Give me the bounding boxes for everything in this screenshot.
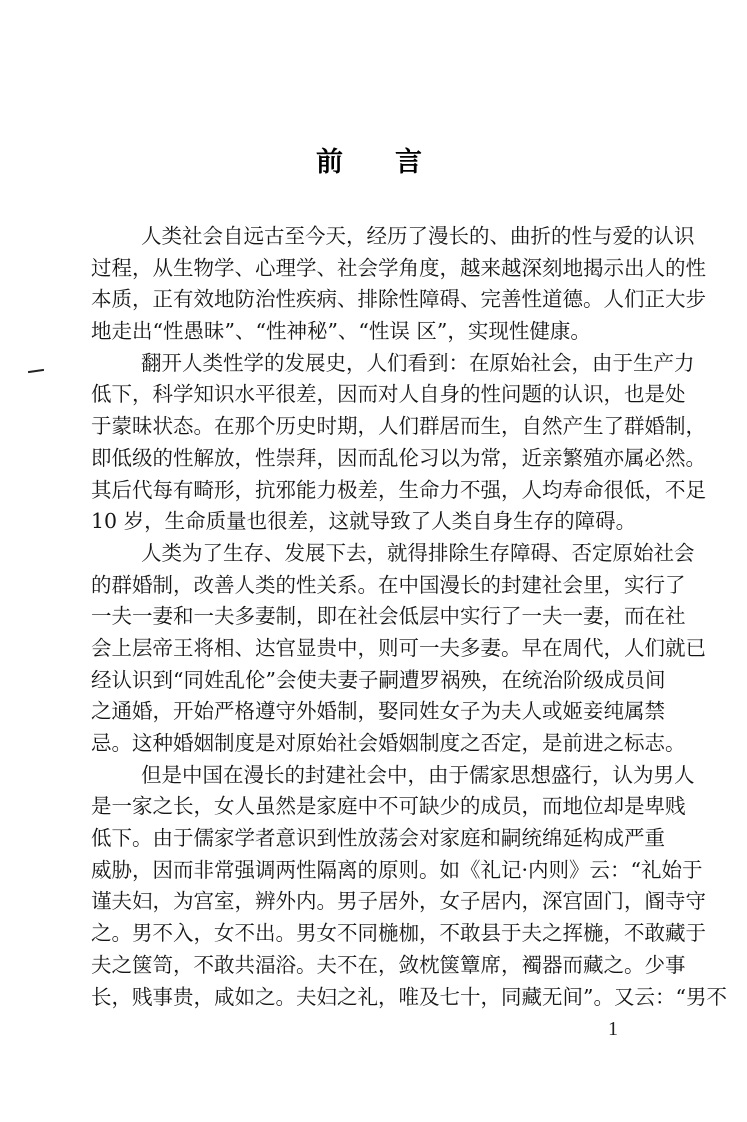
text-line: 本质，正有效地防治性疾病、排除性障碍、完善性道德。人们正大步 bbox=[91, 287, 706, 312]
text-line: 地走出“性愚昧”、“性神秘”、“性误 区”，实现性健康。 bbox=[91, 319, 591, 344]
text-line: 其后代每有畸形，抗邪能力极差，生命力不强，人均寿命很低，不足 bbox=[91, 477, 706, 502]
text-line: 低下。由于儒家学者意识到性放荡会对家庭和嗣统绵延构成严重 bbox=[91, 826, 665, 851]
text-line: 之通婚，开始严格遵守外婚制，娶同姓女子为夫人或姬妾纯属禁 bbox=[91, 699, 665, 724]
page-number: 1 bbox=[608, 1018, 618, 1040]
title-char-2: 言 bbox=[395, 147, 422, 178]
text-line: 但是中国在漫长的封建社会中，由于儒家思想盛行，认为男人 bbox=[141, 762, 695, 787]
text-line: 忌。这种婚姻制度是对原始社会婚姻制度之否定，是前进之标志。 bbox=[91, 731, 686, 755]
text-line: 一夫一妻和一夫多妻制，即在社会低层中实行了一夫一妻，而在社 bbox=[91, 604, 686, 629]
text-line: 的群婚制，改善人类的性关系。在中国漫长的封建社会里，实行了 bbox=[91, 572, 686, 597]
text-line: 即低级的性解放，性崇拜，因而乱伦习以为常，近亲繁殖亦属必然。 bbox=[91, 445, 706, 470]
text-line: 于蒙昧状态。在那个历史时期，人们群居而生，自然产生了群婚制， bbox=[91, 414, 706, 439]
page-title bbox=[0, 146, 747, 180]
margin-mark bbox=[28, 369, 44, 373]
text-line: 会上层帝王将相、达官显贵中，则可一夫多妻。早在周代，人们就已 bbox=[91, 635, 706, 660]
text-line: 经认识到“同姓乱伦”会使夫妻子嗣遭罗祸殃，在统治阶级成员间 bbox=[91, 667, 666, 692]
text-line: 10 岁，生命质量也很差，这就导致了人类自身生存的障碍。 bbox=[91, 509, 637, 534]
text-line: 翻开人类性学的发展史，人们看到：在原始社会，由于生产力 bbox=[141, 350, 695, 375]
title-char-1: 前 bbox=[316, 147, 343, 178]
text-line: 夫之箧笥，不敢共湢浴。夫不在，敛枕箧簟席，襡器而藏之。少事 bbox=[91, 952, 686, 977]
text-line: 长，贱事贵，咸如之。夫妇之礼，唯及七十，同藏无间”。又云：“男不 bbox=[91, 984, 727, 1009]
body-text bbox=[91, 221, 727, 1013]
text-line: 人类社会自远古至今天，经历了漫长的、曲折的性与爱的认识 bbox=[141, 224, 695, 248]
text-line: 过程，从生物学、心理学、社会学角度，越来越深刻地揭示出人的性 bbox=[91, 255, 706, 280]
text-line: 人类为了生存、发展下去，就得排除生存障碍、否定原始社会 bbox=[141, 540, 695, 565]
text-line: 之。男不入，女不出。男女不同椸枷，不敢县于夫之挥椸，不敢藏于 bbox=[91, 921, 706, 946]
text-line: 谨夫妇，为宫室，辨外内。男子居外，女子居内，深宫固门，阍寺守 bbox=[91, 889, 706, 914]
text-line: 低下，科学知识水平很差，因而对人自身的性问题的认识，也是处 bbox=[91, 382, 686, 407]
text-line: 威胁，因而非常强调两性隔离的原则。如《礼记·内则》云：“礼始于 bbox=[91, 857, 703, 882]
text-line: 是一家之长，女人虽然是家庭中不可缺少的成员，而地位却是卑贱 bbox=[91, 794, 686, 819]
